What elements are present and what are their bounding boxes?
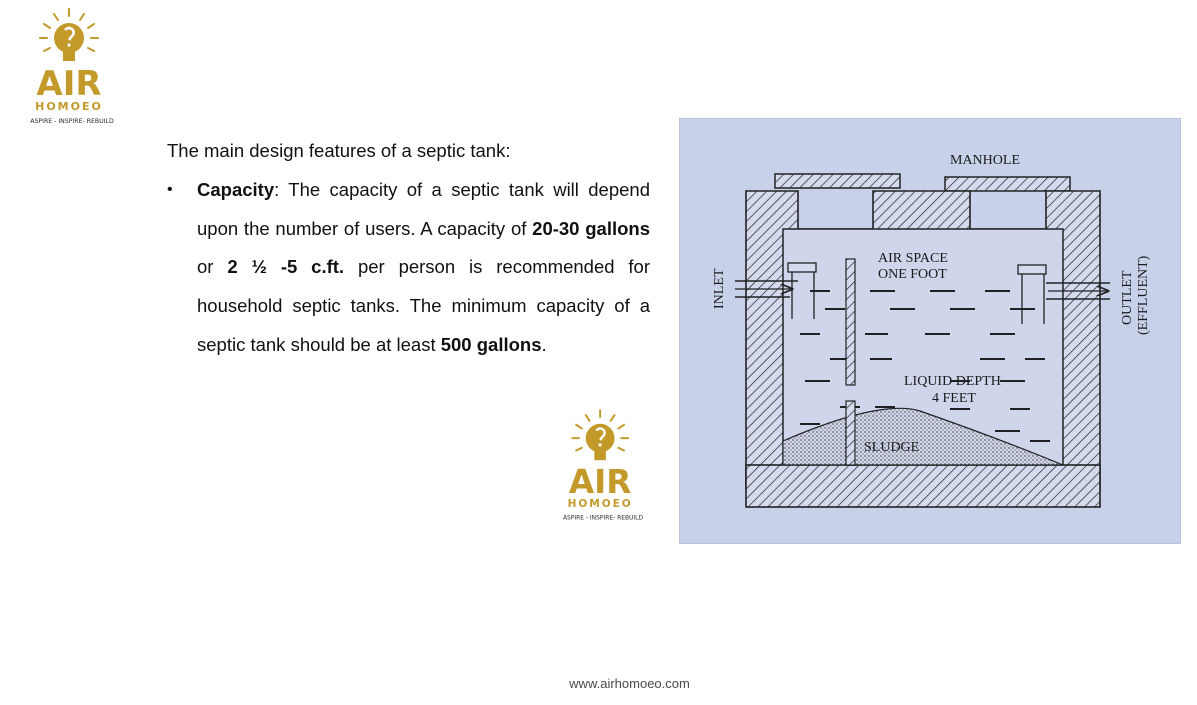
label-air-space-depth: ONE FOOT — [878, 267, 947, 282]
svg-text:HOMOEO: HOMOEO — [567, 498, 633, 511]
baffle-lower — [846, 401, 855, 465]
lightbulb-logo-icon — [22, 6, 122, 126]
label-outlet-effluent: (EFFLUENT) — [1136, 255, 1151, 335]
svg-text:AIR: AIR — [568, 462, 632, 501]
baffle-upper — [846, 259, 855, 385]
minimum-capacity-value: 500 gallons — [440, 333, 542, 355]
label-liquid-depth: LIQUID DEPTH — [904, 374, 1001, 389]
manhole-cover-right — [945, 177, 1070, 191]
inlet-tee — [788, 263, 816, 272]
label-sludge: SLUDGE — [864, 440, 920, 455]
septic-tank-diagram — [679, 118, 1181, 544]
capacity-value-gallons: 20-30 gallons — [532, 217, 650, 239]
capacity-term: Capacity — [197, 178, 275, 200]
svg-text:ASPIRE - INSPIRE- REBUILD: ASPIRE - INSPIRE- REBUILD — [30, 118, 114, 125]
bullet-item-capacity — [167, 171, 650, 365]
label-inlet: INLET — [712, 268, 727, 309]
tank-base — [746, 465, 1100, 507]
intro-text: The main design features of a septic tank: — [167, 140, 511, 161]
label-air-space: AIR SPACE — [878, 251, 948, 266]
label-manhole: MANHOLE — [950, 153, 1020, 168]
svg-text:ASPIRE - INSPIRE- REBUILD: ASPIRE - INSPIRE- REBUILD — [562, 514, 644, 522]
slide-content — [167, 132, 650, 365]
capacity-value-cft: 2 ½ -5 c.ft. — [227, 256, 345, 278]
label-outlet: OUTLET — [1120, 270, 1135, 325]
brand-logo — [22, 6, 122, 126]
svg-text:HOMOEO: HOMOEO — [35, 100, 103, 113]
bullet-text: Capacity: The capacity of a septic tank will depend upon the number of users. A capacity of 20-30 gallons or 2 ½ -5 c.ft. per person is recommended for household septic tanks. The minimum capacity of a septic tank should be at least 500 gallons. — [197, 178, 650, 355]
brand-logo-watermark — [555, 405, 651, 525]
label-liquid-depth-value: 4 FEET — [932, 391, 976, 406]
svg-text:AIR: AIR — [36, 64, 102, 104]
footer-url: www.airhomoeo.com — [569, 676, 690, 691]
lightbulb-logo-icon — [555, 405, 651, 525]
bullet-point: • — [167, 180, 173, 198]
manhole-cover-left — [775, 174, 900, 188]
outlet-tee — [1018, 265, 1046, 274]
